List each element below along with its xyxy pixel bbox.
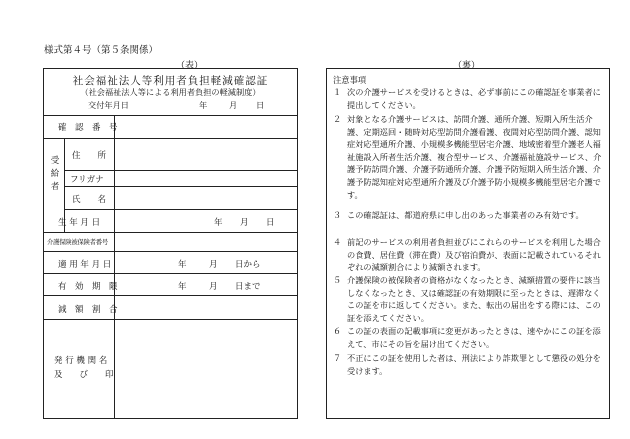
issuer-label-line1: 発 行 機 関 名 — [54, 356, 108, 366]
note-number: ２ — [333, 114, 342, 124]
birth-month-label: 月 — [240, 218, 249, 228]
notes-heading: 注意事項 — [333, 75, 367, 85]
rule-name — [64, 209, 297, 210]
rule-confirm — [44, 138, 297, 139]
birthdate-label: 生 年 月 日 — [58, 218, 101, 228]
valid-month-label: 月 — [209, 282, 218, 292]
issue-month-label: 月 — [229, 100, 238, 110]
note-text: 介護保険の被保険者の資格がなくなったとき、減額措置の要件に該当しなくなったとき、又は確認証の有効期限に至ったときは、遅滞なくこの証を市に返してください。また、転出の届出をする際には、この証を添えてください。 — [347, 275, 601, 323]
column-divider — [114, 115, 115, 419]
certificate-subtitle: （社会福祉法人等による利用者負担の軽減制度） — [80, 87, 261, 97]
name-label: 氏 名 — [72, 195, 107, 205]
note-item — [333, 325, 605, 350]
address-label: 住 所 — [72, 151, 107, 161]
valid-until-label: 有 効 期 限 — [58, 282, 118, 292]
note-text: この確認証は、都道府県に申し出のあった事業者のみ有効です。 — [347, 210, 584, 220]
start-date-label: 適 用 年 月 日 — [58, 260, 112, 270]
issue-year-label: 年 — [199, 100, 208, 110]
note-text: 不正にこの証を使用した者は、刑法により詐欺罪として懲役の処分を受けます。 — [347, 353, 601, 376]
certificate-title: 社会福祉法人等利用者負担軽減確認証 — [72, 75, 269, 87]
back-side-label: （裏） — [453, 61, 481, 71]
rule-address — [64, 170, 297, 171]
note-text: 前記のサービスの利用者負担並びにこれらのサービスを利用した場合の食費、居住費（滞在費）及び宿泊費が、表面に記載されているそれぞれの減額割合により減額されます。 — [347, 237, 601, 273]
note-text: 対象となる介護サービスは、訪問介護、通所介護、短期入所生活介護、定期巡回・随時対応型訪問介護看護、夜間対応型訪問介護、認知症対応型通所介護、小規模多機能型居宅介護、地域密着型介護老人福祉施設入所者生活介護、複合型サービス、介護福祉施設サービス、介護予防訪問介護、介護予防通所介護、介護予防短期入所生活介護、介護予防認知症対応型通所介護及び介護予防小規模多機能型居宅介護です。 — [347, 114, 602, 200]
issue-day-label: 日 — [256, 100, 265, 110]
note-item — [333, 274, 605, 324]
issue-date-label: 交付年月日 — [88, 100, 129, 110]
reduction-rate-label: 減 額 割 合 — [58, 305, 118, 315]
note-item — [333, 86, 605, 111]
note-number: ３ — [333, 210, 342, 220]
front-side-label: （表） — [176, 61, 204, 71]
rule-furigana — [64, 186, 297, 187]
note-number: １ — [333, 87, 342, 97]
valid-until-suffix: 日まで — [235, 282, 261, 292]
issuer-label-line2: 及 び 印 — [54, 370, 114, 380]
furigana-label: フリガナ — [70, 175, 104, 185]
rule-valid — [44, 295, 297, 296]
start-from-label: 日から — [235, 260, 261, 270]
recipient-label: 受給者 — [50, 156, 60, 192]
insured-number-label: 介護保険被保険者番号 — [47, 238, 108, 246]
start-year-label: 年 — [178, 260, 187, 270]
note-text: この証の表面の記載事項に変更があったときは、速やかにこの証を添えて、市にその旨を届け出てください。 — [347, 326, 601, 349]
note-text: 次の介護サービスを受けるときは、必ず事前にこの確認証を事業者に提出してください。 — [347, 87, 601, 110]
rule-birthdate — [44, 232, 297, 233]
note-number: ５ — [333, 275, 342, 285]
note-number: ４ — [333, 237, 342, 247]
note-item — [333, 352, 605, 377]
valid-year-label: 年 — [178, 282, 187, 292]
birth-day-label: 日 — [266, 218, 275, 228]
note-item — [333, 209, 605, 222]
rule-header — [44, 115, 297, 116]
birth-year-label: 年 — [214, 218, 223, 228]
note-item — [333, 236, 605, 274]
form-id: 様式第４号（第５条関係） — [44, 45, 159, 56]
certificate-front — [43, 68, 298, 419]
rule-insured — [44, 251, 297, 252]
rule-start — [44, 273, 297, 274]
certificate-back — [326, 68, 610, 419]
note-item — [333, 113, 605, 201]
start-month-label: 月 — [209, 260, 218, 270]
note-number: ７ — [333, 353, 342, 363]
rule-rate — [44, 319, 297, 320]
note-number: ６ — [333, 326, 342, 336]
confirm-number-label: 確 認 番 号 — [58, 123, 118, 133]
